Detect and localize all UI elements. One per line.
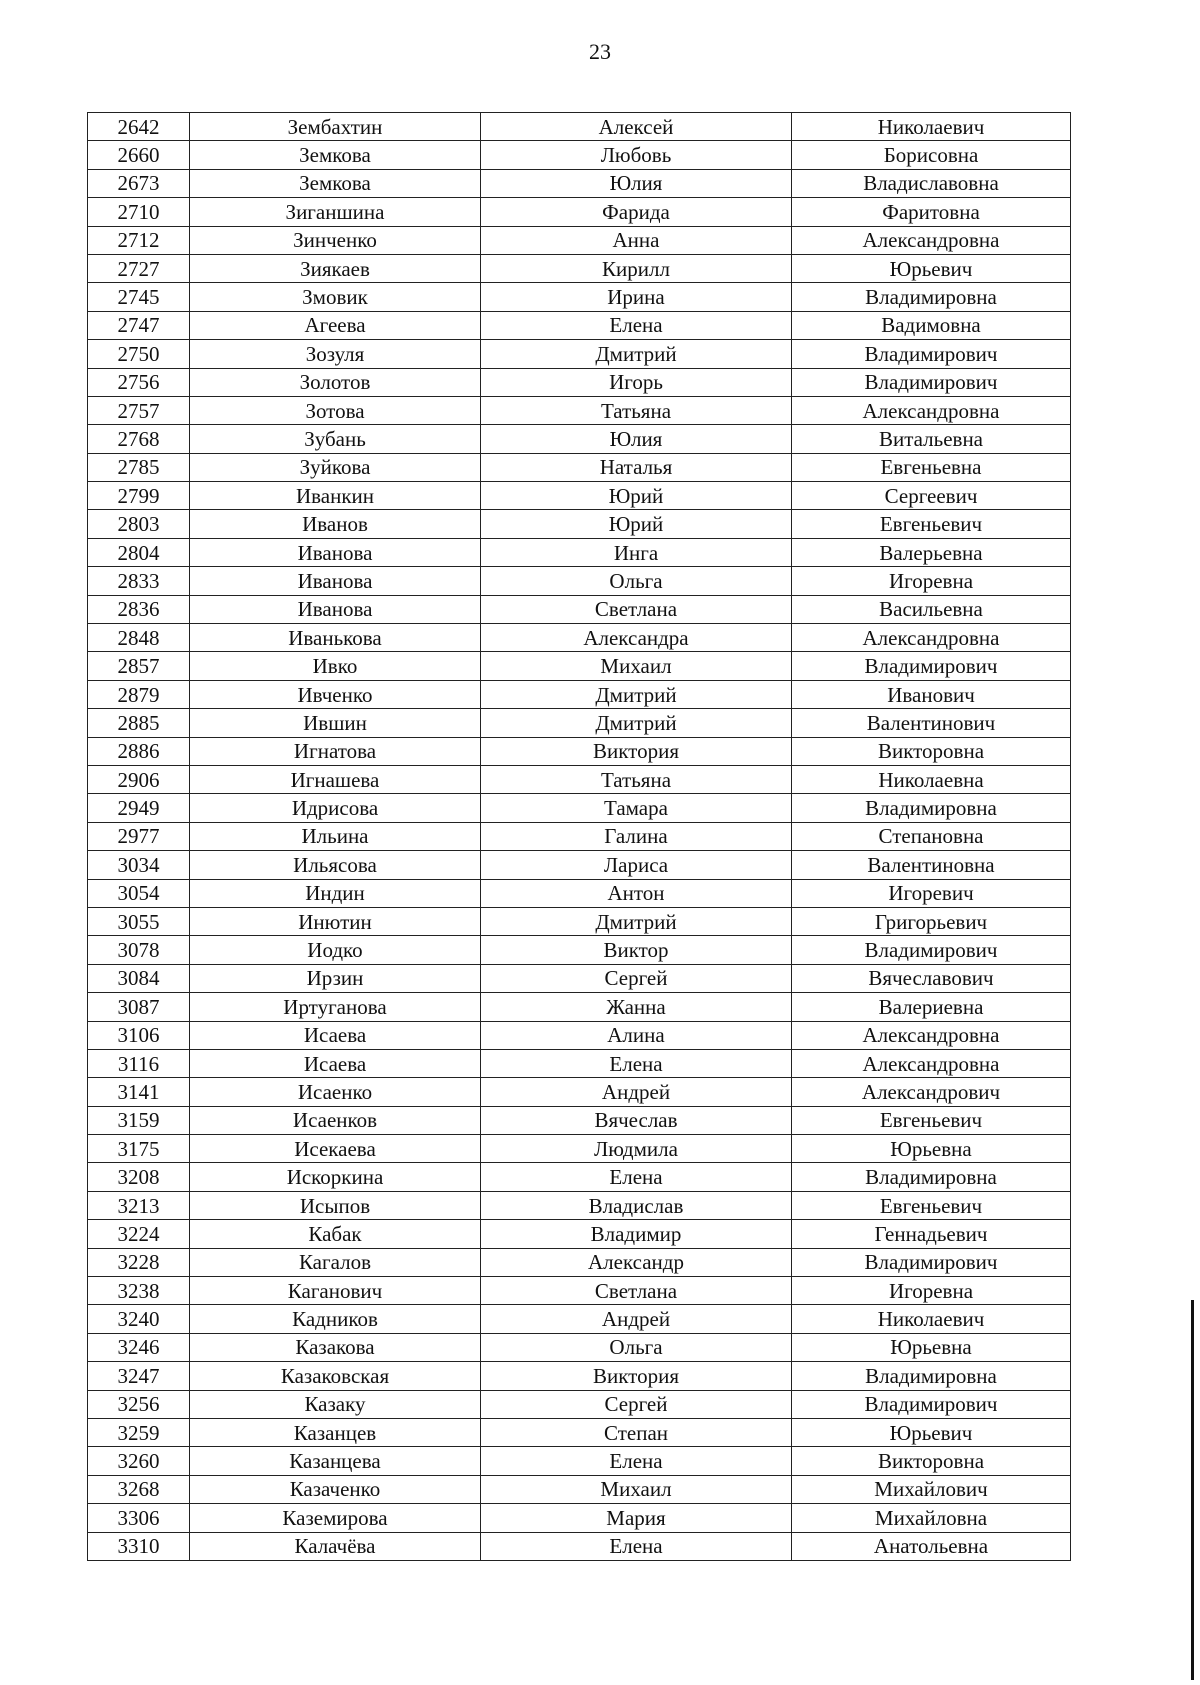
row-patronymic-cell: Сергеевич	[792, 482, 1071, 510]
table-row	[88, 1135, 1071, 1163]
table-row	[88, 1078, 1071, 1106]
row-id-cell: 3247	[88, 1362, 190, 1390]
row-surname-cell: Исаенко	[190, 1078, 481, 1106]
row-name-cell: Елена	[481, 1049, 792, 1077]
row-id-cell: 3224	[88, 1220, 190, 1248]
row-surname-cell: Зиякаев	[190, 254, 481, 282]
table-row	[88, 1106, 1071, 1134]
table-row	[88, 1418, 1071, 1446]
row-surname-cell: Идрисова	[190, 794, 481, 822]
row-name-cell: Сергей	[481, 964, 792, 992]
row-patronymic-cell: Геннадьевич	[792, 1220, 1071, 1248]
row-id-cell: 3175	[88, 1135, 190, 1163]
row-name-cell: Виктория	[481, 1362, 792, 1390]
row-surname-cell: Ивченко	[190, 680, 481, 708]
row-surname-cell: Иванкин	[190, 482, 481, 510]
row-id-cell: 2712	[88, 226, 190, 254]
row-name-cell: Александра	[481, 624, 792, 652]
row-id-cell: 2756	[88, 368, 190, 396]
row-surname-cell: Игнашева	[190, 765, 481, 793]
row-id-cell: 2642	[88, 113, 190, 141]
row-surname-cell: Каземирова	[190, 1504, 481, 1532]
row-surname-cell: Змовик	[190, 283, 481, 311]
row-name-cell: Андрей	[481, 1078, 792, 1106]
row-patronymic-cell: Евгеньевич	[792, 1191, 1071, 1219]
row-patronymic-cell: Степановна	[792, 822, 1071, 850]
row-id-cell: 2886	[88, 737, 190, 765]
row-name-cell: Дмитрий	[481, 907, 792, 935]
row-id-cell: 2727	[88, 254, 190, 282]
table-row	[88, 907, 1071, 935]
row-surname-cell: Ивко	[190, 652, 481, 680]
table-row	[88, 1447, 1071, 1475]
row-surname-cell: Зотова	[190, 396, 481, 424]
row-name-cell: Вячеслав	[481, 1106, 792, 1134]
row-id-cell: 3238	[88, 1277, 190, 1305]
row-surname-cell: Зинченко	[190, 226, 481, 254]
row-name-cell: Юлия	[481, 425, 792, 453]
row-patronymic-cell: Александровна	[792, 624, 1071, 652]
table-row	[88, 567, 1071, 595]
row-patronymic-cell: Владимировна	[792, 794, 1071, 822]
row-patronymic-cell: Юрьевич	[792, 254, 1071, 282]
row-surname-cell: Иванова	[190, 538, 481, 566]
row-name-cell: Галина	[481, 822, 792, 850]
row-id-cell: 3141	[88, 1078, 190, 1106]
table-row	[88, 765, 1071, 793]
row-id-cell: 3259	[88, 1418, 190, 1446]
row-patronymic-cell: Игоревна	[792, 567, 1071, 595]
row-name-cell: Юрий	[481, 510, 792, 538]
table-row	[88, 198, 1071, 226]
row-name-cell: Наталья	[481, 453, 792, 481]
row-name-cell: Виктор	[481, 936, 792, 964]
table-row	[88, 709, 1071, 737]
row-id-cell: 2745	[88, 283, 190, 311]
table-row	[88, 482, 1071, 510]
row-name-cell: Светлана	[481, 595, 792, 623]
row-patronymic-cell: Борисовна	[792, 141, 1071, 169]
row-surname-cell: Индин	[190, 879, 481, 907]
row-surname-cell: Земкова	[190, 141, 481, 169]
row-name-cell: Степан	[481, 1418, 792, 1446]
row-id-cell: 2803	[88, 510, 190, 538]
row-surname-cell: Казаку	[190, 1390, 481, 1418]
row-patronymic-cell: Александровна	[792, 1049, 1071, 1077]
row-name-cell: Михаил	[481, 652, 792, 680]
row-patronymic-cell: Юрьевна	[792, 1333, 1071, 1361]
row-patronymic-cell: Григорьевич	[792, 907, 1071, 935]
row-name-cell: Инга	[481, 538, 792, 566]
row-patronymic-cell: Владимирович	[792, 936, 1071, 964]
row-name-cell: Дмитрий	[481, 680, 792, 708]
scan-edge-mark	[1191, 1300, 1194, 1680]
row-surname-cell: Казаченко	[190, 1475, 481, 1503]
row-id-cell: 3084	[88, 964, 190, 992]
row-id-cell: 2949	[88, 794, 190, 822]
row-name-cell: Алексей	[481, 113, 792, 141]
row-name-cell: Елена	[481, 311, 792, 339]
row-name-cell: Антон	[481, 879, 792, 907]
row-id-cell: 2804	[88, 538, 190, 566]
row-id-cell: 2768	[88, 425, 190, 453]
row-patronymic-cell: Юрьевич	[792, 1418, 1071, 1446]
row-id-cell: 2750	[88, 340, 190, 368]
table-row	[88, 1191, 1071, 1219]
row-patronymic-cell: Валерьевна	[792, 538, 1071, 566]
row-patronymic-cell: Михайлович	[792, 1475, 1071, 1503]
row-name-cell: Игорь	[481, 368, 792, 396]
table-row	[88, 453, 1071, 481]
row-name-cell: Юлия	[481, 169, 792, 197]
row-name-cell: Елена	[481, 1447, 792, 1475]
table-row	[88, 425, 1071, 453]
row-surname-cell: Золотов	[190, 368, 481, 396]
row-surname-cell: Зиганшина	[190, 198, 481, 226]
row-id-cell: 3116	[88, 1049, 190, 1077]
row-patronymic-cell: Вячеславович	[792, 964, 1071, 992]
row-id-cell: 3213	[88, 1191, 190, 1219]
row-patronymic-cell: Евгеньевна	[792, 453, 1071, 481]
row-surname-cell: Земкова	[190, 169, 481, 197]
row-id-cell: 3306	[88, 1504, 190, 1532]
row-patronymic-cell: Игоревна	[792, 1277, 1071, 1305]
table-row	[88, 737, 1071, 765]
row-id-cell: 2906	[88, 765, 190, 793]
row-patronymic-cell: Викторовна	[792, 737, 1071, 765]
row-id-cell: 2848	[88, 624, 190, 652]
row-surname-cell: Кабак	[190, 1220, 481, 1248]
row-surname-cell: Иванов	[190, 510, 481, 538]
table-row	[88, 368, 1071, 396]
row-name-cell: Кирилл	[481, 254, 792, 282]
row-name-cell: Виктория	[481, 737, 792, 765]
row-patronymic-cell: Александрович	[792, 1078, 1071, 1106]
row-surname-cell: Ирзин	[190, 964, 481, 992]
row-surname-cell: Иванькова	[190, 624, 481, 652]
row-patronymic-cell: Валентинович	[792, 709, 1071, 737]
table-row	[88, 1333, 1071, 1361]
person-list-body	[88, 113, 1071, 1561]
row-name-cell: Елена	[481, 1163, 792, 1191]
row-patronymic-cell: Владимировна	[792, 1362, 1071, 1390]
person-list-table	[87, 112, 1071, 1561]
table-row	[88, 624, 1071, 652]
row-id-cell: 3034	[88, 851, 190, 879]
row-surname-cell: Исекаева	[190, 1135, 481, 1163]
row-patronymic-cell: Евгеньевич	[792, 510, 1071, 538]
table-row	[88, 1277, 1071, 1305]
table-row	[88, 254, 1071, 282]
row-name-cell: Дмитрий	[481, 709, 792, 737]
row-name-cell: Ольга	[481, 1333, 792, 1361]
table-row	[88, 595, 1071, 623]
row-name-cell: Дмитрий	[481, 340, 792, 368]
row-surname-cell: Казанцев	[190, 1418, 481, 1446]
row-surname-cell: Зозуля	[190, 340, 481, 368]
row-name-cell: Любовь	[481, 141, 792, 169]
row-name-cell: Андрей	[481, 1305, 792, 1333]
table-row	[88, 311, 1071, 339]
row-patronymic-cell: Васильевна	[792, 595, 1071, 623]
table-row	[88, 510, 1071, 538]
row-id-cell: 3087	[88, 993, 190, 1021]
row-id-cell: 3106	[88, 1021, 190, 1049]
table-row	[88, 993, 1071, 1021]
row-surname-cell: Калачёва	[190, 1532, 481, 1560]
page-number: 23	[589, 39, 611, 64]
row-name-cell: Тамара	[481, 794, 792, 822]
table-row	[88, 851, 1071, 879]
row-surname-cell: Казаковская	[190, 1362, 481, 1390]
row-surname-cell: Исаева	[190, 1021, 481, 1049]
row-patronymic-cell: Владимирович	[792, 1390, 1071, 1418]
table-row	[88, 1163, 1071, 1191]
row-id-cell: 2710	[88, 198, 190, 226]
row-name-cell: Владимир	[481, 1220, 792, 1248]
row-id-cell: 2785	[88, 453, 190, 481]
table-row	[88, 822, 1071, 850]
row-id-cell: 3055	[88, 907, 190, 935]
row-name-cell: Михаил	[481, 1475, 792, 1503]
row-surname-cell: Кадников	[190, 1305, 481, 1333]
row-name-cell: Владислав	[481, 1191, 792, 1219]
table-row	[88, 1390, 1071, 1418]
row-name-cell: Мария	[481, 1504, 792, 1532]
table-row	[88, 141, 1071, 169]
row-patronymic-cell: Викторовна	[792, 1447, 1071, 1475]
row-id-cell: 2757	[88, 396, 190, 424]
row-id-cell: 2747	[88, 311, 190, 339]
row-patronymic-cell: Николаевич	[792, 113, 1071, 141]
row-surname-cell: Ильина	[190, 822, 481, 850]
table-row	[88, 169, 1071, 197]
row-surname-cell: Казакова	[190, 1333, 481, 1361]
row-name-cell: Людмила	[481, 1135, 792, 1163]
row-patronymic-cell: Анатольевна	[792, 1532, 1071, 1560]
row-patronymic-cell: Игоревич	[792, 879, 1071, 907]
row-id-cell: 3054	[88, 879, 190, 907]
row-surname-cell: Зубань	[190, 425, 481, 453]
row-patronymic-cell: Николаевич	[792, 1305, 1071, 1333]
row-name-cell: Юрий	[481, 482, 792, 510]
row-patronymic-cell: Витальевна	[792, 425, 1071, 453]
row-name-cell: Ольга	[481, 567, 792, 595]
row-patronymic-cell: Юрьевна	[792, 1135, 1071, 1163]
table-row	[88, 113, 1071, 141]
row-name-cell: Лариса	[481, 851, 792, 879]
table-row	[88, 964, 1071, 992]
row-surname-cell: Иванова	[190, 595, 481, 623]
row-id-cell: 3268	[88, 1475, 190, 1503]
table-row	[88, 396, 1071, 424]
row-surname-cell: Казанцева	[190, 1447, 481, 1475]
table-row	[88, 1248, 1071, 1276]
row-surname-cell: Каганович	[190, 1277, 481, 1305]
row-patronymic-cell: Владимирович	[792, 368, 1071, 396]
row-name-cell: Жанна	[481, 993, 792, 1021]
table-row	[88, 1362, 1071, 1390]
row-id-cell: 3310	[88, 1532, 190, 1560]
row-name-cell: Татьяна	[481, 396, 792, 424]
table-row	[88, 340, 1071, 368]
row-id-cell: 2833	[88, 567, 190, 595]
row-name-cell: Фарида	[481, 198, 792, 226]
row-name-cell: Ирина	[481, 283, 792, 311]
row-patronymic-cell: Валериевна	[792, 993, 1071, 1021]
row-id-cell: 2673	[88, 169, 190, 197]
row-id-cell: 3256	[88, 1390, 190, 1418]
row-id-cell: 3246	[88, 1333, 190, 1361]
row-patronymic-cell: Николаевна	[792, 765, 1071, 793]
row-name-cell: Анна	[481, 226, 792, 254]
table-row	[88, 226, 1071, 254]
row-patronymic-cell: Владимировна	[792, 283, 1071, 311]
table-row	[88, 794, 1071, 822]
row-name-cell: Светлана	[481, 1277, 792, 1305]
row-id-cell: 2836	[88, 595, 190, 623]
row-surname-cell: Ившин	[190, 709, 481, 737]
row-patronymic-cell: Владимирович	[792, 340, 1071, 368]
row-name-cell: Сергей	[481, 1390, 792, 1418]
table-row	[88, 879, 1071, 907]
row-id-cell: 2799	[88, 482, 190, 510]
row-id-cell: 2977	[88, 822, 190, 850]
row-patronymic-cell: Александровна	[792, 226, 1071, 254]
row-surname-cell: Иодко	[190, 936, 481, 964]
row-name-cell: Алина	[481, 1021, 792, 1049]
row-id-cell: 3228	[88, 1248, 190, 1276]
row-surname-cell: Ильясова	[190, 851, 481, 879]
row-patronymic-cell: Владиславовна	[792, 169, 1071, 197]
row-patronymic-cell: Владимирович	[792, 652, 1071, 680]
row-surname-cell: Зуйкова	[190, 453, 481, 481]
row-patronymic-cell: Владимирович	[792, 1248, 1071, 1276]
row-patronymic-cell: Валентиновна	[792, 851, 1071, 879]
row-name-cell: Александр	[481, 1248, 792, 1276]
table-row	[88, 1532, 1071, 1560]
table-row	[88, 1021, 1071, 1049]
row-surname-cell: Зембахтин	[190, 113, 481, 141]
row-id-cell: 3078	[88, 936, 190, 964]
table-row	[88, 538, 1071, 566]
row-surname-cell: Иванова	[190, 567, 481, 595]
row-patronymic-cell: Фаритовна	[792, 198, 1071, 226]
table-row	[88, 680, 1071, 708]
row-patronymic-cell: Александровна	[792, 1021, 1071, 1049]
row-name-cell: Елена	[481, 1532, 792, 1560]
row-surname-cell: Игнатова	[190, 737, 481, 765]
row-surname-cell: Исаенков	[190, 1106, 481, 1134]
row-patronymic-cell: Вадимовна	[792, 311, 1071, 339]
row-surname-cell: Искоркина	[190, 1163, 481, 1191]
row-patronymic-cell: Михайловна	[792, 1504, 1071, 1532]
row-id-cell: 2885	[88, 709, 190, 737]
row-id-cell: 2879	[88, 680, 190, 708]
table-row	[88, 1305, 1071, 1333]
row-surname-cell: Исыпов	[190, 1191, 481, 1219]
row-patronymic-cell: Евгеньевич	[792, 1106, 1071, 1134]
table-row	[88, 652, 1071, 680]
table-row	[88, 936, 1071, 964]
row-patronymic-cell: Владимировна	[792, 1163, 1071, 1191]
table-row	[88, 283, 1071, 311]
row-surname-cell: Исаева	[190, 1049, 481, 1077]
row-patronymic-cell: Иванович	[792, 680, 1071, 708]
row-id-cell: 3159	[88, 1106, 190, 1134]
row-id-cell: 2660	[88, 141, 190, 169]
row-name-cell: Татьяна	[481, 765, 792, 793]
row-id-cell: 2857	[88, 652, 190, 680]
row-surname-cell: Иртуганова	[190, 993, 481, 1021]
row-surname-cell: Кагалов	[190, 1248, 481, 1276]
row-id-cell: 3208	[88, 1163, 190, 1191]
row-patronymic-cell: Александровна	[792, 396, 1071, 424]
row-surname-cell: Агеева	[190, 311, 481, 339]
table-row	[88, 1475, 1071, 1503]
row-id-cell: 3260	[88, 1447, 190, 1475]
table-row	[88, 1220, 1071, 1248]
row-id-cell: 3240	[88, 1305, 190, 1333]
table-row	[88, 1049, 1071, 1077]
row-surname-cell: Инютин	[190, 907, 481, 935]
table-row	[88, 1504, 1071, 1532]
